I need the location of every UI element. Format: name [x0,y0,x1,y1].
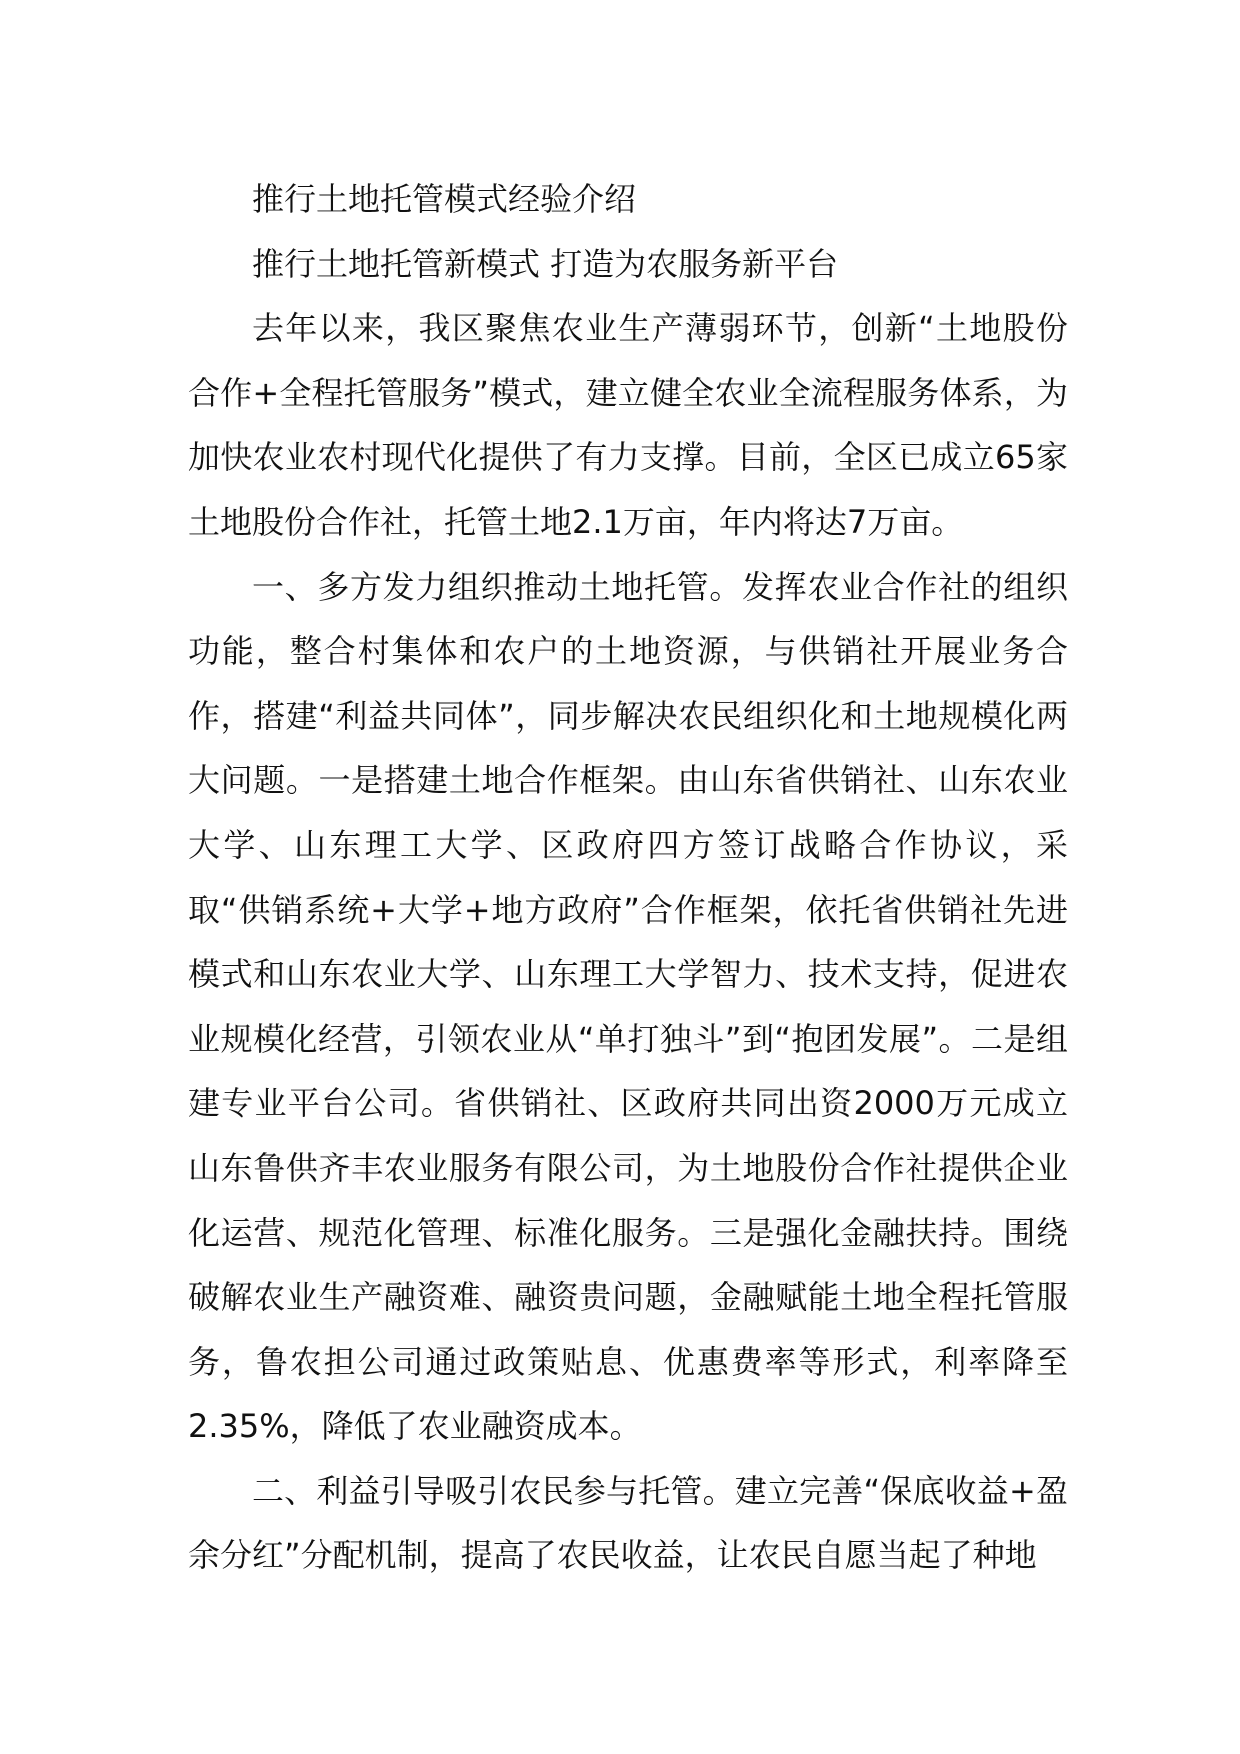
document-body [188,167,1068,1588]
document-subtitle: 推行土地托管新模式 打造为农服务新平台 [252,244,839,283]
paragraph-intro: 去年以来，我区聚焦农业生产薄弱环节，创新“土地股份合作+全程托管服务”模式，建立健全农业全流程服务体系，为加快农业农村现代化提供了有力支撑。目前，全区已成立65家土地股份合作社，托管土地2.1万亩，年内将达7万亩。 [188,309,1068,541]
paragraph-section-two: 二、利益引导吸引农民参与托管。建立完善“保底收益+盈余分红”分配机制，提高了农民收益，让农民自愿当起了种地 [188,1471,1068,1575]
document-title: 推行土地托管模式经验介绍 [252,180,637,218]
paragraph-section-one: 一、多方发力组织推动土地托管。发挥农业合作社的组织功能，整合村集体和农户的土地资源，与供销社开展业务合作，搭建“利益共同体”，同步解决农民组织化和土地规模化两大问题。一是搭建土地合作框架。由山东省供销社、山东农业大学、山东理工大学、区政府四方签订战略合作协议，采取“供销系统+大学+地方政府”合作框架，依托省供销社先进模式和山东农业大学、山东理工大学智力、技术支持，促进农业规模化经营，引领农业从“单打独斗”到“抱团发展”。二是组建专业平台公司。省供销社、区政府共同出资2000万元成立山东鲁供齐丰农业服务有限公司，为土地股份合作社提供企业化运营、规范化管理、标准化服务。三是强化金融扶持。围绕破解农业生产融资难、融资贵问题，金融赋能土地全程托管服务，鲁农担公司通过政策贴息、优惠费率等形式，利率降至2.35%，降低了农业融资成本。 [188,567,1068,1446]
